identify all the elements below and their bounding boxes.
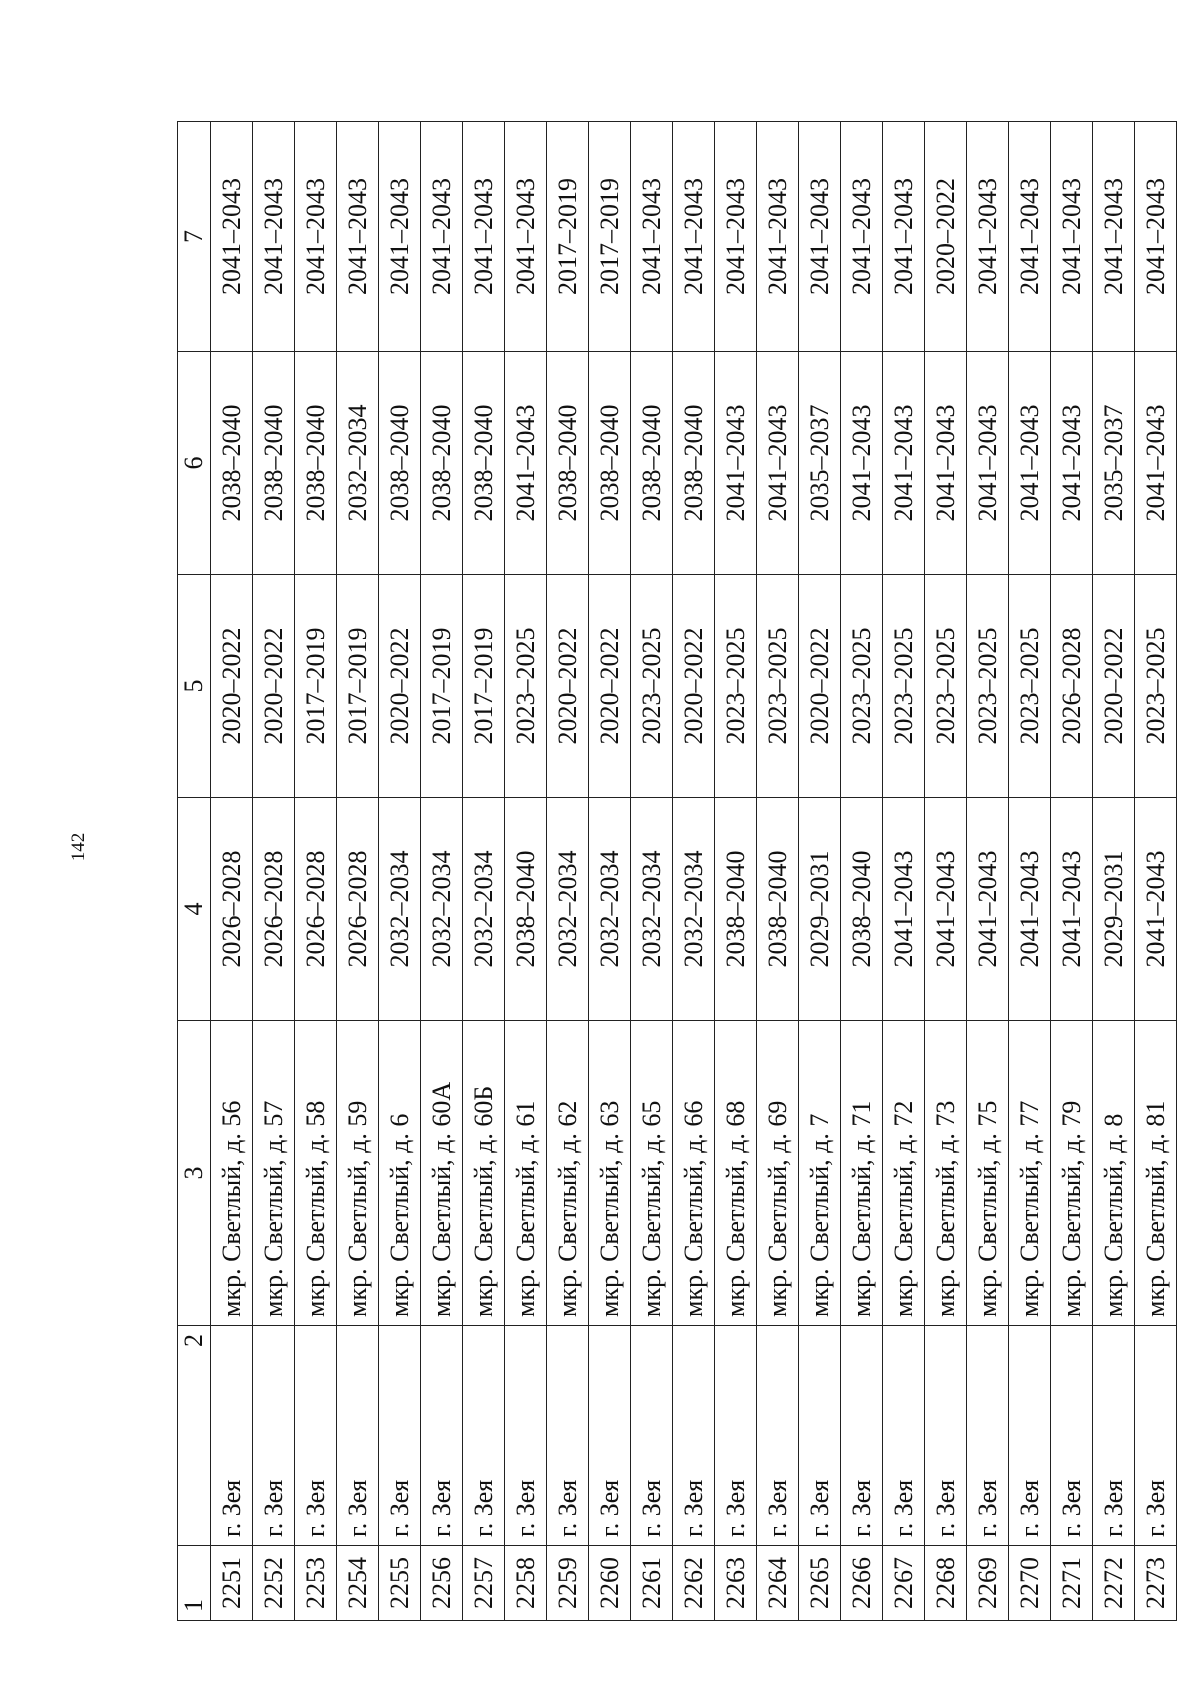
cell-period-7: 2041–2043 xyxy=(967,122,1009,352)
table-row xyxy=(253,122,295,1621)
cell-period-5: 2020–2022 xyxy=(1093,575,1135,798)
cell-period-4: 2026–2028 xyxy=(337,798,379,1021)
table-row xyxy=(967,122,1009,1621)
cell-number: 2263 xyxy=(715,1546,757,1621)
cell-city: г. Зея xyxy=(1093,1326,1135,1546)
table-row xyxy=(1093,122,1135,1621)
cell-number: 2265 xyxy=(799,1546,841,1621)
page-number: 142 xyxy=(68,832,89,862)
cell-city: г. Зея xyxy=(547,1326,589,1546)
cell-period-5: 2023–2025 xyxy=(1135,575,1177,798)
cell-city: г. Зея xyxy=(883,1326,925,1546)
column-header-2: 2 xyxy=(178,1326,211,1546)
table-row xyxy=(757,122,799,1621)
cell-period-7: 2041–2043 xyxy=(1093,122,1135,352)
cell-period-5: 2017–2019 xyxy=(463,575,505,798)
table-row xyxy=(211,122,253,1621)
cell-city: г. Зея xyxy=(1135,1326,1177,1546)
cell-period-7: 2041–2043 xyxy=(253,122,295,352)
cell-period-7: 2041–2043 xyxy=(841,122,883,352)
cell-address: мкр. Светлый, д. 7 xyxy=(799,1021,841,1326)
cell-period-6: 2041–2043 xyxy=(757,352,799,575)
table-row xyxy=(631,122,673,1621)
cell-period-5: 2023–2025 xyxy=(505,575,547,798)
cell-period-5: 2023–2025 xyxy=(631,575,673,798)
cell-period-7: 2041–2043 xyxy=(295,122,337,352)
cell-number: 2266 xyxy=(841,1546,883,1621)
cell-number: 2253 xyxy=(295,1546,337,1621)
cell-period-7: 2041–2043 xyxy=(1009,122,1051,352)
cell-city: г. Зея xyxy=(379,1326,421,1546)
cell-period-4: 2038–2040 xyxy=(757,798,799,1021)
column-header-4: 4 xyxy=(178,798,211,1021)
cell-city: г. Зея xyxy=(715,1326,757,1546)
rotated-table-frame xyxy=(177,122,1170,1621)
cell-period-7: 2041–2043 xyxy=(799,122,841,352)
cell-period-4: 2032–2034 xyxy=(631,798,673,1021)
cell-period-6: 2041–2043 xyxy=(1009,352,1051,575)
cell-number: 2269 xyxy=(967,1546,1009,1621)
cell-city: г. Зея xyxy=(925,1326,967,1546)
cell-number: 2264 xyxy=(757,1546,799,1621)
cell-city: г. Зея xyxy=(505,1326,547,1546)
cell-period-4: 2038–2040 xyxy=(505,798,547,1021)
cell-period-4: 2026–2028 xyxy=(211,798,253,1021)
cell-number: 2262 xyxy=(673,1546,715,1621)
cell-period-4: 2026–2028 xyxy=(253,798,295,1021)
column-header-6: 6 xyxy=(178,352,211,575)
cell-period-6: 2041–2043 xyxy=(1135,352,1177,575)
table-row xyxy=(925,122,967,1621)
cell-period-7: 2041–2043 xyxy=(337,122,379,352)
table-row xyxy=(589,122,631,1621)
cell-period-4: 2041–2043 xyxy=(1009,798,1051,1021)
cell-period-5: 2023–2025 xyxy=(967,575,1009,798)
cell-period-6: 2041–2043 xyxy=(1051,352,1093,575)
cell-period-7: 2041–2043 xyxy=(505,122,547,352)
cell-period-7: 2017–2019 xyxy=(589,122,631,352)
cell-address: мкр. Светлый, д. 60Б xyxy=(463,1021,505,1326)
cell-period-5: 2020–2022 xyxy=(211,575,253,798)
cell-address: мкр. Светлый, д. 71 xyxy=(841,1021,883,1326)
cell-period-7: 2017–2019 xyxy=(547,122,589,352)
column-header-7: 7 xyxy=(178,122,211,352)
cell-number: 2273 xyxy=(1135,1546,1177,1621)
cell-number: 2259 xyxy=(547,1546,589,1621)
table-row xyxy=(463,122,505,1621)
table-row xyxy=(673,122,715,1621)
cell-address: мкр. Светлый, д. 6 xyxy=(379,1021,421,1326)
cell-period-6: 2035–2037 xyxy=(1093,352,1135,575)
table-row xyxy=(547,122,589,1621)
cell-city: г. Зея xyxy=(337,1326,379,1546)
table-row xyxy=(337,122,379,1621)
cell-period-4: 2032–2034 xyxy=(673,798,715,1021)
cell-period-4: 2032–2034 xyxy=(379,798,421,1021)
cell-period-6: 2041–2043 xyxy=(715,352,757,575)
cell-period-5: 2020–2022 xyxy=(379,575,421,798)
cell-number: 2271 xyxy=(1051,1546,1093,1621)
column-header-1: 1 xyxy=(178,1546,211,1621)
cell-period-5: 2020–2022 xyxy=(253,575,295,798)
cell-period-5: 2020–2022 xyxy=(589,575,631,798)
cell-city: г. Зея xyxy=(631,1326,673,1546)
cell-number: 2268 xyxy=(925,1546,967,1621)
cell-number: 2257 xyxy=(463,1546,505,1621)
table-row xyxy=(841,122,883,1621)
cell-period-6: 2038–2040 xyxy=(673,352,715,575)
cell-period-4: 2032–2034 xyxy=(421,798,463,1021)
cell-period-7: 2041–2043 xyxy=(715,122,757,352)
header-row xyxy=(178,122,211,1621)
column-header-5: 5 xyxy=(178,575,211,798)
cell-period-6: 2038–2040 xyxy=(295,352,337,575)
cell-address: мкр. Светлый, д. 65 xyxy=(631,1021,673,1326)
cell-period-6: 2038–2040 xyxy=(379,352,421,575)
cell-city: г. Зея xyxy=(1009,1326,1051,1546)
cell-number: 2261 xyxy=(631,1546,673,1621)
cell-period-7: 2041–2043 xyxy=(673,122,715,352)
cell-period-6: 2038–2040 xyxy=(631,352,673,575)
table-row xyxy=(295,122,337,1621)
cell-period-5: 2023–2025 xyxy=(757,575,799,798)
cell-period-4: 2038–2040 xyxy=(841,798,883,1021)
cell-period-4: 2032–2034 xyxy=(547,798,589,1021)
schedule-table xyxy=(177,121,1177,1621)
cell-city: г. Зея xyxy=(967,1326,1009,1546)
cell-period-7: 2041–2043 xyxy=(883,122,925,352)
cell-address: мкр. Светлый, д. 62 xyxy=(547,1021,589,1326)
cell-address: мкр. Светлый, д. 79 xyxy=(1051,1021,1093,1326)
cell-period-6: 2038–2040 xyxy=(253,352,295,575)
table-row xyxy=(1051,122,1093,1621)
cell-address: мкр. Светлый, д. 56 xyxy=(211,1021,253,1326)
cell-period-5: 2023–2025 xyxy=(715,575,757,798)
cell-period-6: 2038–2040 xyxy=(547,352,589,575)
cell-period-6: 2038–2040 xyxy=(421,352,463,575)
table-row xyxy=(883,122,925,1621)
cell-period-5: 2023–2025 xyxy=(883,575,925,798)
table-row xyxy=(799,122,841,1621)
cell-number: 2267 xyxy=(883,1546,925,1621)
cell-period-6: 2041–2043 xyxy=(841,352,883,575)
cell-address: мкр. Светлый, д. 58 xyxy=(295,1021,337,1326)
cell-address: мкр. Светлый, д. 68 xyxy=(715,1021,757,1326)
cell-address: мкр. Светлый, д. 57 xyxy=(253,1021,295,1326)
cell-address: мкр. Светлый, д. 61 xyxy=(505,1021,547,1326)
cell-period-4: 2038–2040 xyxy=(715,798,757,1021)
table-row xyxy=(421,122,463,1621)
cell-period-7: 2041–2043 xyxy=(757,122,799,352)
cell-period-7: 2041–2043 xyxy=(379,122,421,352)
cell-period-4: 2041–2043 xyxy=(1135,798,1177,1021)
cell-period-5: 2023–2025 xyxy=(841,575,883,798)
cell-number: 2272 xyxy=(1093,1546,1135,1621)
cell-address: мкр. Светлый, д. 63 xyxy=(589,1021,631,1326)
cell-city: г. Зея xyxy=(253,1326,295,1546)
cell-city: г. Зея xyxy=(421,1326,463,1546)
table-row xyxy=(379,122,421,1621)
cell-address: мкр. Светлый, д. 60А xyxy=(421,1021,463,1326)
cell-city: г. Зея xyxy=(1051,1326,1093,1546)
cell-period-7: 2020–2022 xyxy=(925,122,967,352)
cell-number: 2260 xyxy=(589,1546,631,1621)
cell-period-5: 2017–2019 xyxy=(337,575,379,798)
cell-period-7: 2041–2043 xyxy=(1135,122,1177,352)
cell-period-7: 2041–2043 xyxy=(1051,122,1093,352)
cell-number: 2252 xyxy=(253,1546,295,1621)
cell-period-5: 2017–2019 xyxy=(295,575,337,798)
cell-city: г. Зея xyxy=(295,1326,337,1546)
cell-period-7: 2041–2043 xyxy=(421,122,463,352)
table-body xyxy=(211,122,1177,1621)
cell-period-6: 2041–2043 xyxy=(925,352,967,575)
cell-period-6: 2032–2034 xyxy=(337,352,379,575)
cell-period-6: 2038–2040 xyxy=(589,352,631,575)
cell-city: г. Зея xyxy=(211,1326,253,1546)
cell-period-4: 2029–2031 xyxy=(1093,798,1135,1021)
cell-city: г. Зея xyxy=(589,1326,631,1546)
cell-number: 2256 xyxy=(421,1546,463,1621)
cell-address: мкр. Светлый, д. 72 xyxy=(883,1021,925,1326)
cell-address: мкр. Светлый, д. 75 xyxy=(967,1021,1009,1326)
cell-number: 2251 xyxy=(211,1546,253,1621)
cell-city: г. Зея xyxy=(463,1326,505,1546)
cell-period-7: 2041–2043 xyxy=(631,122,673,352)
cell-period-5: 2026–2028 xyxy=(1051,575,1093,798)
cell-period-6: 2035–2037 xyxy=(799,352,841,575)
cell-period-6: 2041–2043 xyxy=(967,352,1009,575)
cell-address: мкр. Светлый, д. 59 xyxy=(337,1021,379,1326)
cell-period-6: 2038–2040 xyxy=(463,352,505,575)
cell-period-7: 2041–2043 xyxy=(463,122,505,352)
cell-number: 2254 xyxy=(337,1546,379,1621)
cell-address: мкр. Светлый, д. 81 xyxy=(1135,1021,1177,1326)
cell-address: мкр. Светлый, д. 77 xyxy=(1009,1021,1051,1326)
cell-period-4: 2026–2028 xyxy=(295,798,337,1021)
cell-period-4: 2041–2043 xyxy=(1051,798,1093,1021)
table-row xyxy=(505,122,547,1621)
cell-period-4: 2041–2043 xyxy=(883,798,925,1021)
cell-number: 2255 xyxy=(379,1546,421,1621)
cell-period-4: 2032–2034 xyxy=(589,798,631,1021)
cell-city: г. Зея xyxy=(841,1326,883,1546)
cell-period-5: 2020–2022 xyxy=(547,575,589,798)
cell-address: мкр. Светлый, д. 66 xyxy=(673,1021,715,1326)
cell-period-6: 2041–2043 xyxy=(505,352,547,575)
cell-city: г. Зея xyxy=(757,1326,799,1546)
cell-period-5: 2023–2025 xyxy=(1009,575,1051,798)
cell-period-5: 2023–2025 xyxy=(925,575,967,798)
cell-address: мкр. Светлый, д. 69 xyxy=(757,1021,799,1326)
cell-period-6: 2038–2040 xyxy=(211,352,253,575)
cell-period-4: 2032–2034 xyxy=(463,798,505,1021)
cell-address: мкр. Светлый, д. 73 xyxy=(925,1021,967,1326)
table-row xyxy=(1135,122,1177,1621)
cell-period-4: 2041–2043 xyxy=(967,798,1009,1021)
cell-period-5: 2017–2019 xyxy=(421,575,463,798)
cell-city: г. Зея xyxy=(799,1326,841,1546)
table-row xyxy=(1009,122,1051,1621)
cell-city: г. Зея xyxy=(673,1326,715,1546)
cell-period-7: 2041–2043 xyxy=(211,122,253,352)
cell-number: 2270 xyxy=(1009,1546,1051,1621)
cell-period-4: 2029–2031 xyxy=(799,798,841,1021)
cell-period-5: 2020–2022 xyxy=(799,575,841,798)
cell-period-4: 2041–2043 xyxy=(925,798,967,1021)
cell-period-5: 2020–2022 xyxy=(673,575,715,798)
table-row xyxy=(715,122,757,1621)
column-header-3: 3 xyxy=(178,1021,211,1326)
cell-period-6: 2041–2043 xyxy=(883,352,925,575)
cell-number: 2258 xyxy=(505,1546,547,1621)
cell-address: мкр. Светлый, д. 8 xyxy=(1093,1021,1135,1326)
